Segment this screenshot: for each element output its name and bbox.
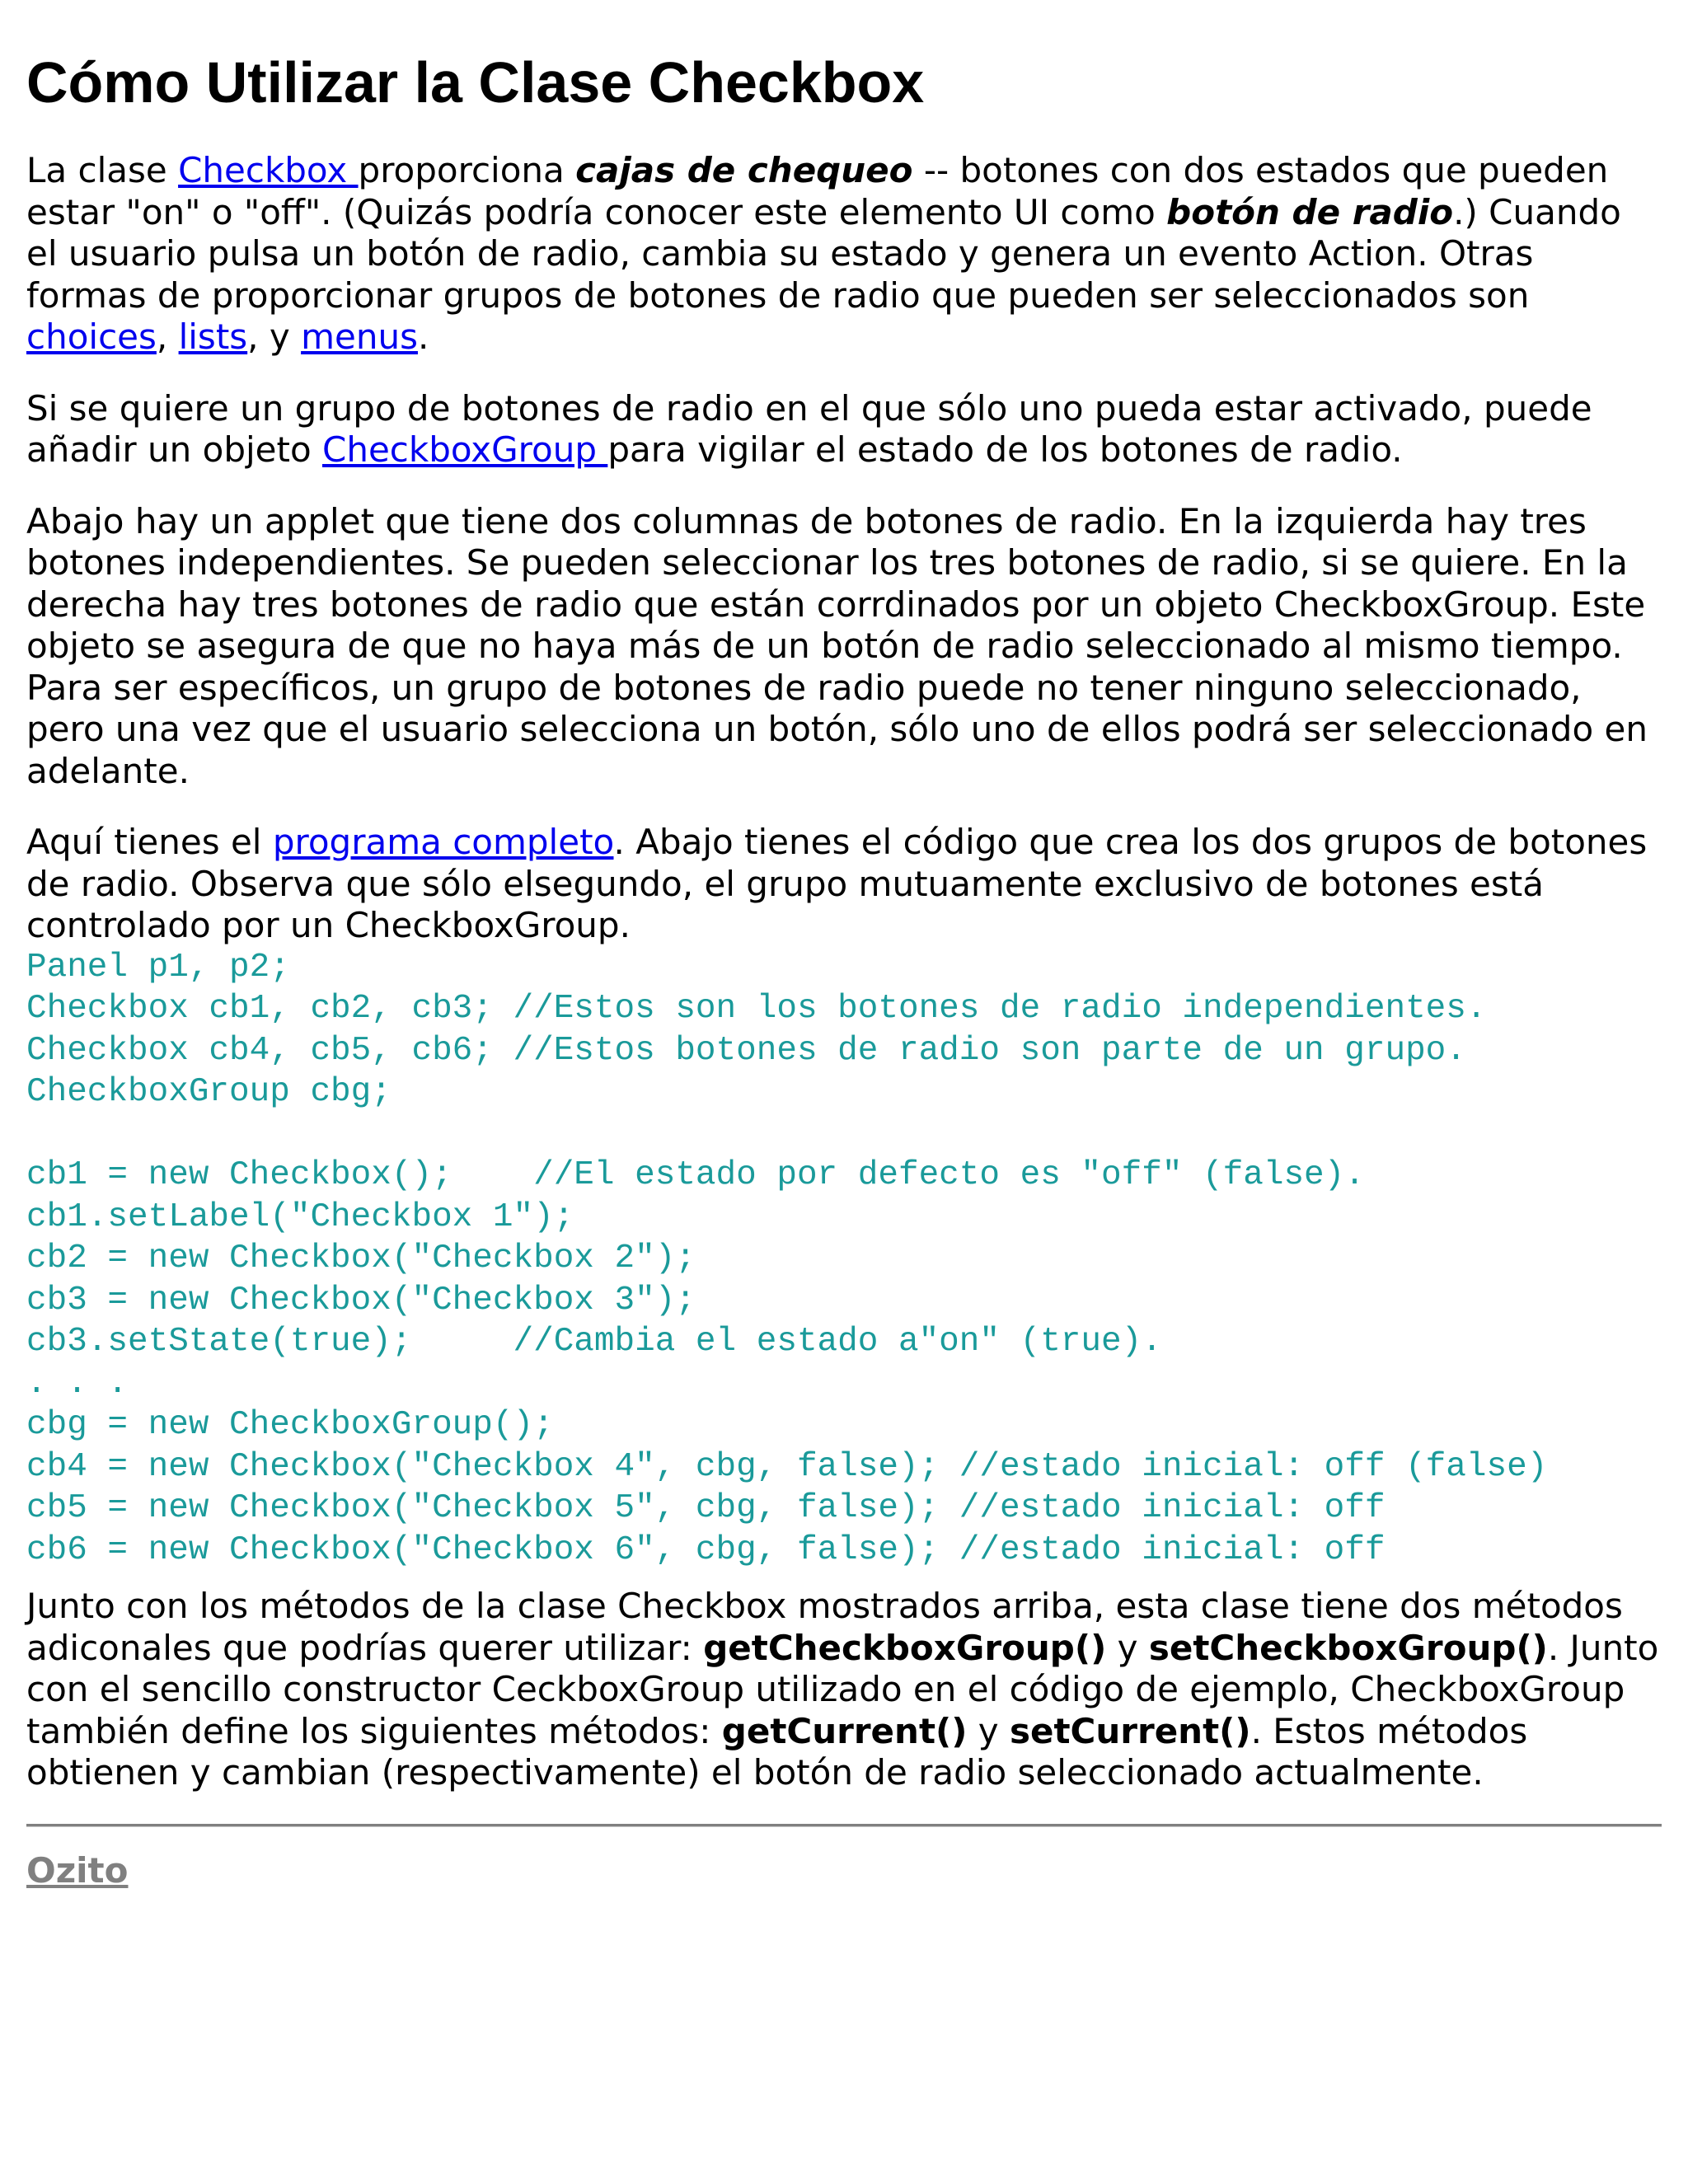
text-run: y [967, 1710, 1010, 1751]
code-line: Checkbox cb1, cb2, cb3; //Estos son los botones de radio independientes. [26, 990, 1487, 1028]
document-page [26, 46, 1662, 1891]
text-run: y [1106, 1627, 1149, 1668]
program-paragraph [26, 822, 1662, 947]
code-line: cbg = new CheckboxGroup(); [26, 1406, 554, 1444]
emphasis-term: cajas de chequeo [575, 150, 913, 190]
text-run: Si se quiere un grupo de botones de radio en el que sólo uno pueda estar activado, puede añadir un objeto [26, 387, 1592, 470]
code-block [26, 947, 1662, 1572]
text-run: Junto con los métodos de la clase Checkbox mostrados arriba, esta clase tiene dos métodos adiconales que podrías querer utilizar: [26, 1586, 1623, 1668]
methods-paragraph [26, 1586, 1662, 1794]
code-line: cb3.setState(true); //Cambia el estado a"on" (true). [26, 1323, 1162, 1361]
code-line: cb5 = new Checkbox("Checkbox 5", cbg, false); //estado inicial: off [26, 1489, 1386, 1527]
horizontal-rule [26, 1824, 1662, 1827]
text-run: proporciona [358, 150, 576, 190]
code-line: Panel p1, p2; [26, 948, 290, 987]
intro-paragraph [26, 150, 1662, 359]
text-run: . [417, 316, 429, 357]
text-run: .) Cuando el usuario pulsa un botón de radio, cambia su estado y genera un evento Action. Otras formas de proporcionar grupos de botones de radio que pueden ser seleccionados son [26, 191, 1621, 316]
text-run: . Abajo tienes el código que crea los dos grupos de botones de radio. Observa que sólo elsegundo, el grupo mutuamente exclusivo de botones está controlado por un CheckboxGroup. [26, 822, 1648, 945]
menus-link[interactable]: menus [301, 316, 418, 357]
ozito-link[interactable]: Ozito [26, 1849, 129, 1891]
checkboxgroup-link[interactable]: CheckboxGroup [322, 429, 608, 470]
text-run: . Junto con el sencillo constructor CeckboxGroup utilizado en el código de ejemplo, CheckboxGroup también define los siguientes métodos: [26, 1627, 1659, 1751]
code-line: cb3 = new Checkbox("Checkbox 3"); [26, 1281, 696, 1319]
code-line: cb2 = new Checkbox("Checkbox 2"); [26, 1240, 696, 1277]
method-name: getCurrent() [721, 1710, 968, 1751]
page-title: Cómo Utilizar la Clase Checkbox [26, 50, 925, 115]
code-line: . . . [26, 1364, 129, 1403]
code-line: cb1.setLabel("Checkbox 1"); [26, 1197, 574, 1236]
method-name: setCurrent() [1009, 1710, 1251, 1751]
text-run: , y [247, 316, 302, 357]
code-line: Checkbox cb4, cb5, cb6; //Estos botones de radio son parte de un grupo. [26, 1031, 1466, 1070]
checkbox-link[interactable]: Checkbox [178, 150, 359, 190]
applet-paragraph: Abajo hay un applet que tiene dos columnas de botones de radio. En la izquierda hay tres botones independientes. Se pueden seleccionar los tres botones de radio, si se quiere. En la derecha hay tres botones de radio que están corrdinados por un objeto CheckboxGroup. Este objeto se asegura de que no haya más de un botón de radio seleccionado al mismo tiempo. Para ser específicos, un grupo de botones de radio puede no tener ninguno seleccionado, pero una vez que el usuario selecciona un botón, sólo uno de ellos podrá ser seleccionado en adelante. [26, 500, 1648, 791]
code-line: cb4 = new Checkbox("Checkbox 4", cbg, false); //estado inicial: off (false) [26, 1447, 1548, 1486]
method-name: getCheckboxGroup() [703, 1627, 1107, 1668]
text-run: -- botones con dos estados que pueden estar "on" o "off". (Quizás podría conocer este elemento UI como [26, 150, 1609, 232]
code-line: CheckboxGroup cbg; [26, 1073, 392, 1111]
full-program-link[interactable]: programa completo [272, 822, 614, 862]
method-name: setCheckboxGroup() [1148, 1627, 1548, 1668]
emphasis-term: botón de radio [1166, 191, 1454, 232]
text-run: para vigilar el estado de los botones de radio. [607, 429, 1403, 470]
group-paragraph [26, 388, 1662, 471]
choices-link[interactable]: choices [26, 316, 157, 357]
code-line: cb1 = new Checkbox(); //El estado por defecto es "off" (false). [26, 1156, 1365, 1194]
text-run: Aquí tienes el [26, 822, 273, 862]
text-run: . Estos métodos obtienen y cambian (respectivamente) el botón de radio seleccionado actualmente. [26, 1710, 1528, 1793]
text-run: La clase [26, 150, 179, 190]
lists-link[interactable]: lists [178, 316, 248, 357]
code-line [26, 1113, 1662, 1155]
code-line: cb6 = new Checkbox("Checkbox 6", cbg, false); //estado inicial: off [26, 1530, 1386, 1569]
text-run: , [156, 316, 179, 357]
